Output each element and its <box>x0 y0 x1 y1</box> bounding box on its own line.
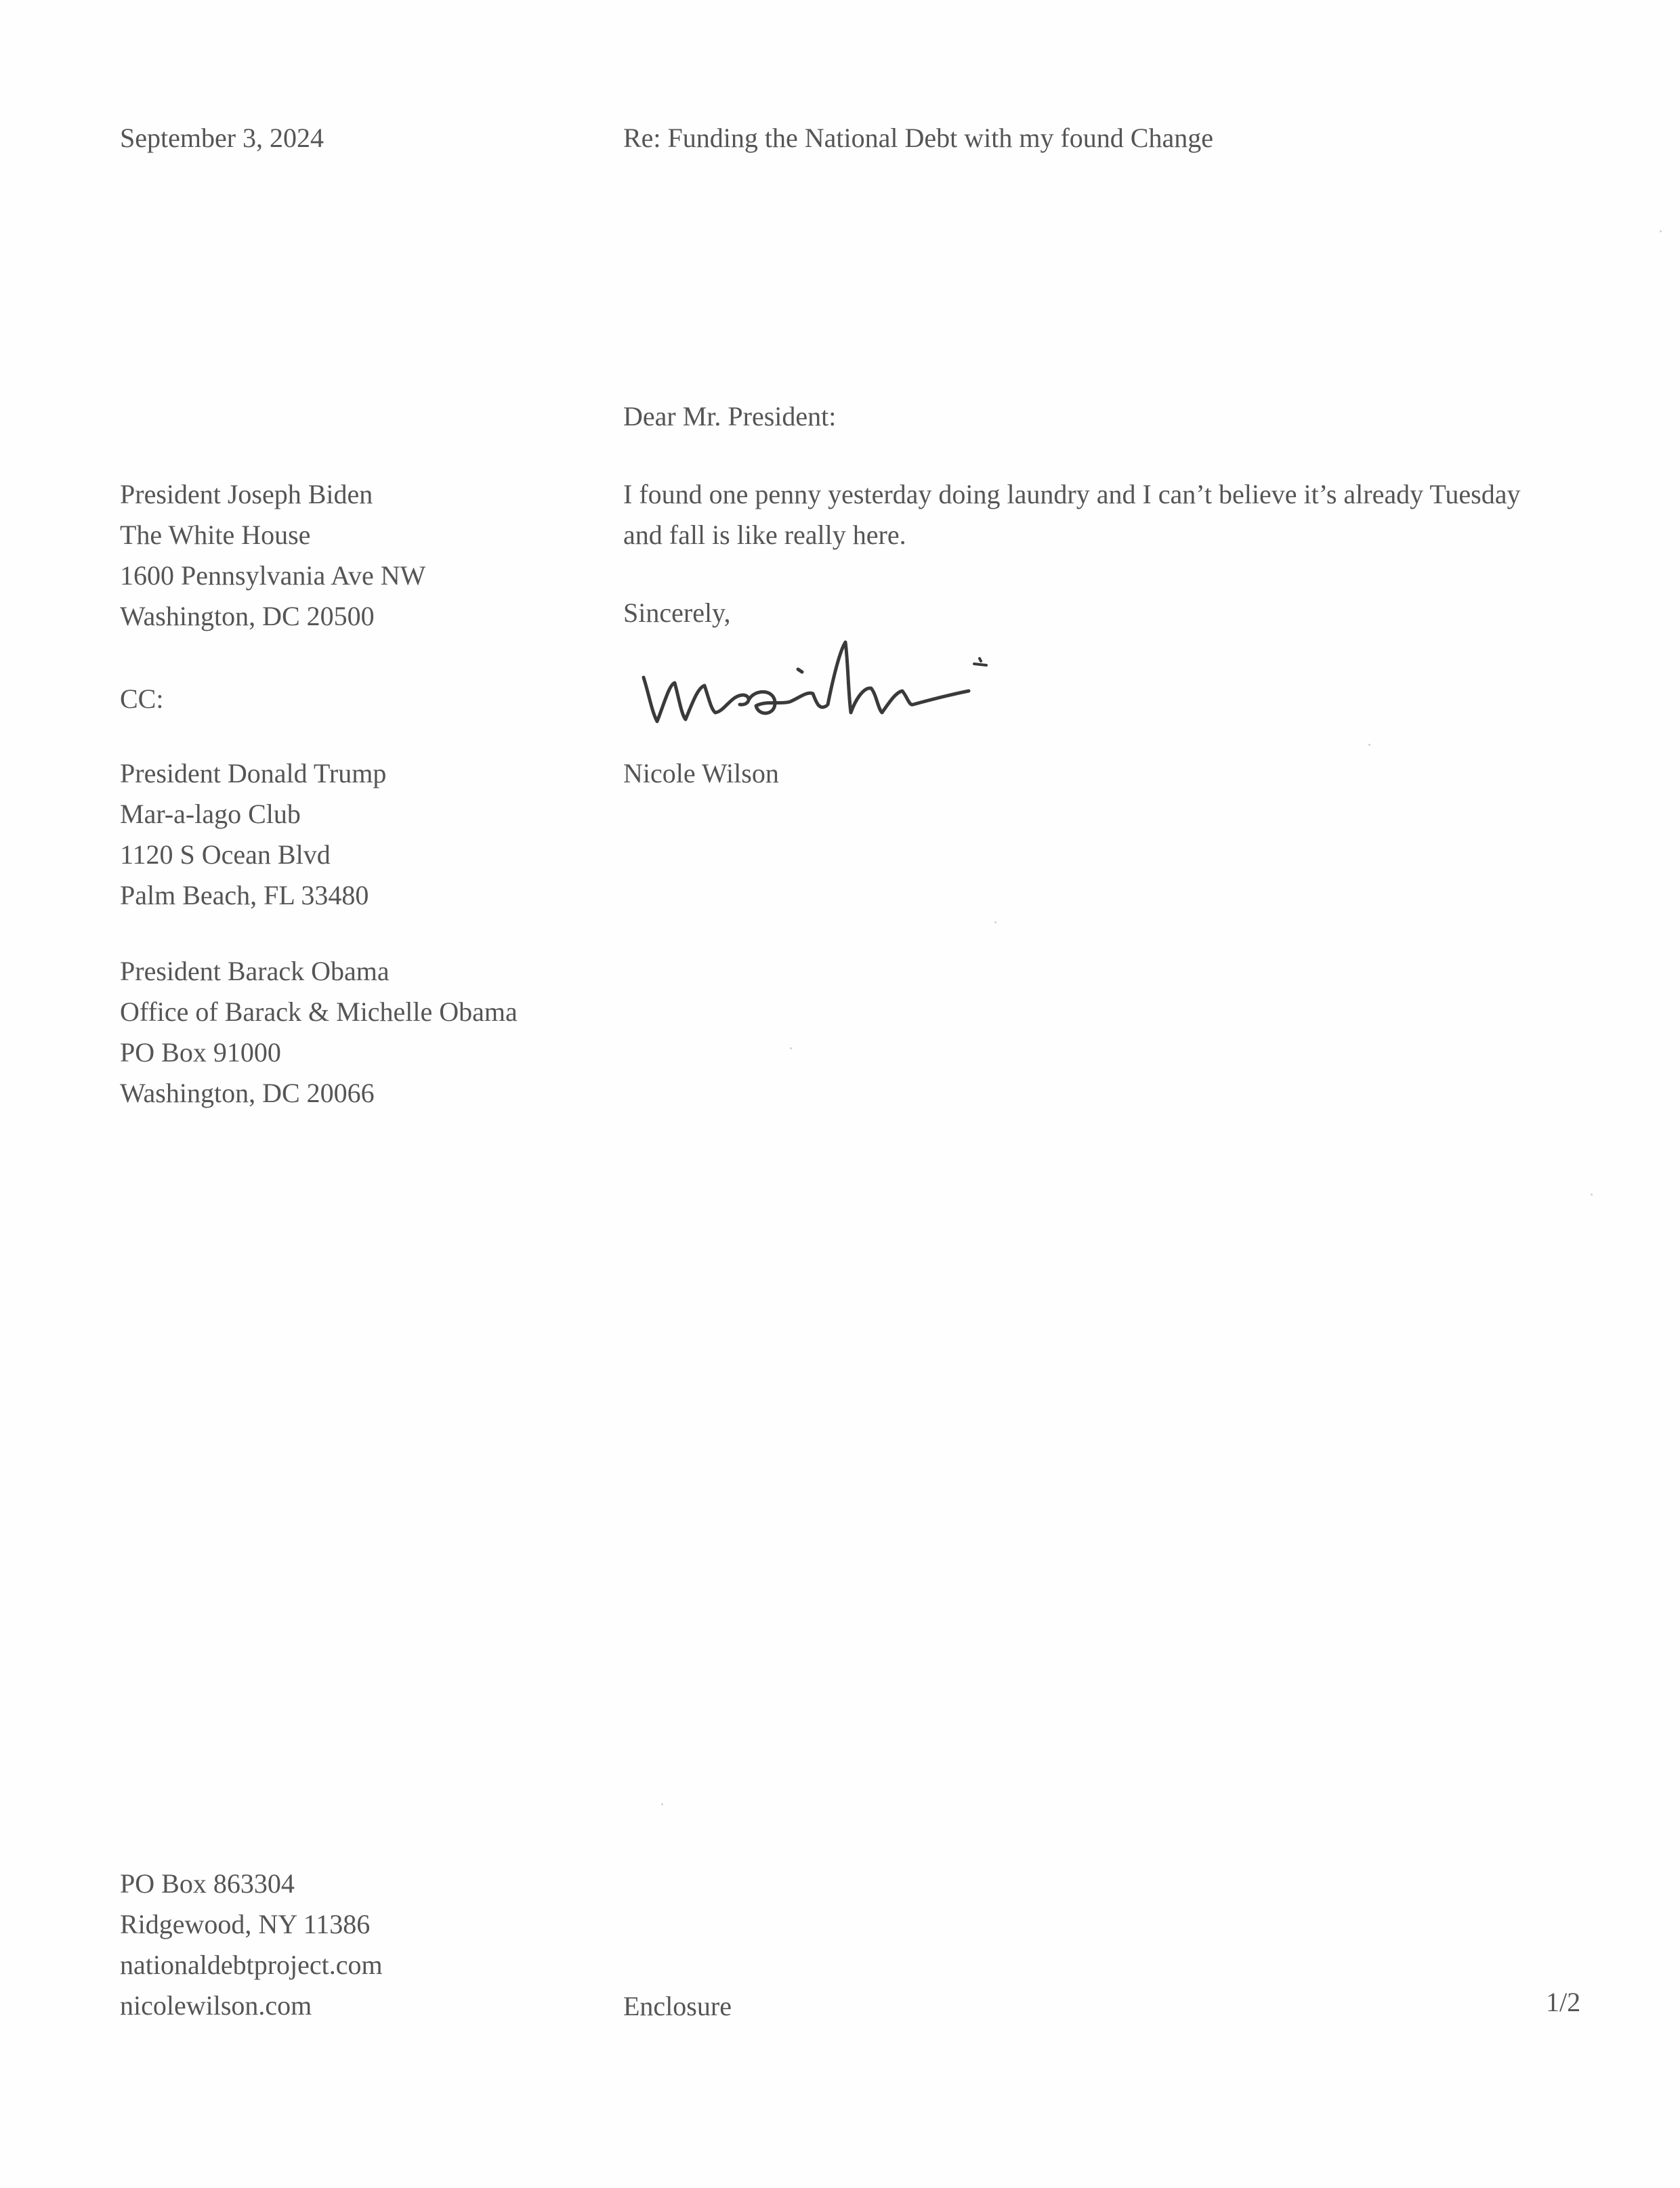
scan-speck <box>1660 230 1662 232</box>
body-line: I found one penny yesterday doing laundry and I can’t believe it’s already Tuesday <box>623 479 1521 509</box>
cc-recipient-address <box>120 951 518 1114</box>
scan-speck <box>790 1047 792 1049</box>
sender-website-link[interactable]: nationaldebtproject.com <box>120 1950 383 1980</box>
recipient-line: The White House <box>120 520 311 550</box>
cc-line: President Barack Obama <box>120 956 390 986</box>
sender-website-link[interactable]: nicolewilson.com <box>120 1990 312 2021</box>
cc-label: CC: <box>120 683 164 714</box>
closing: Sincerely, <box>623 597 731 628</box>
scan-speck <box>661 1803 663 1805</box>
scan-speck <box>1591 1194 1593 1196</box>
scan-speck <box>1368 744 1370 746</box>
letter-date: September 3, 2024 <box>120 123 324 153</box>
letter-subject: Re: Funding the National Debt with my found Change <box>623 123 1213 153</box>
cc-line: Office of Barack & Michelle Obama <box>120 996 518 1027</box>
cc-line: President Donald Trump <box>120 758 387 788</box>
recipient-line: 1600 Pennsylvania Ave NW <box>120 560 426 591</box>
enclosure-note: Enclosure <box>623 1991 732 2021</box>
page-number: 1/2 <box>1546 1987 1581 2017</box>
sender-footer <box>120 1864 383 2026</box>
recipient-address <box>120 474 425 637</box>
cc-line: 1120 S Ocean Blvd <box>120 839 331 870</box>
cc-line: Palm Beach, FL 33480 <box>120 880 369 910</box>
scan-speck <box>994 921 996 923</box>
cc-recipient-address <box>120 753 386 916</box>
handwritten-signature <box>630 630 1009 738</box>
letter-body <box>623 474 1592 555</box>
signer-name: Nicole Wilson <box>623 758 779 788</box>
salutation: Dear Mr. President: <box>623 401 837 432</box>
cc-line: PO Box 91000 <box>120 1037 281 1068</box>
body-line: and fall is like really here. <box>623 520 906 550</box>
sender-line: Ridgewood, NY 11386 <box>120 1909 371 1939</box>
cc-line: Washington, DC 20066 <box>120 1078 375 1108</box>
sender-line: PO Box 863304 <box>120 1868 295 1899</box>
cc-line: Mar-a-lago Club <box>120 799 301 829</box>
recipient-line: Washington, DC 20500 <box>120 601 375 631</box>
recipient-line: President Joseph Biden <box>120 479 373 509</box>
